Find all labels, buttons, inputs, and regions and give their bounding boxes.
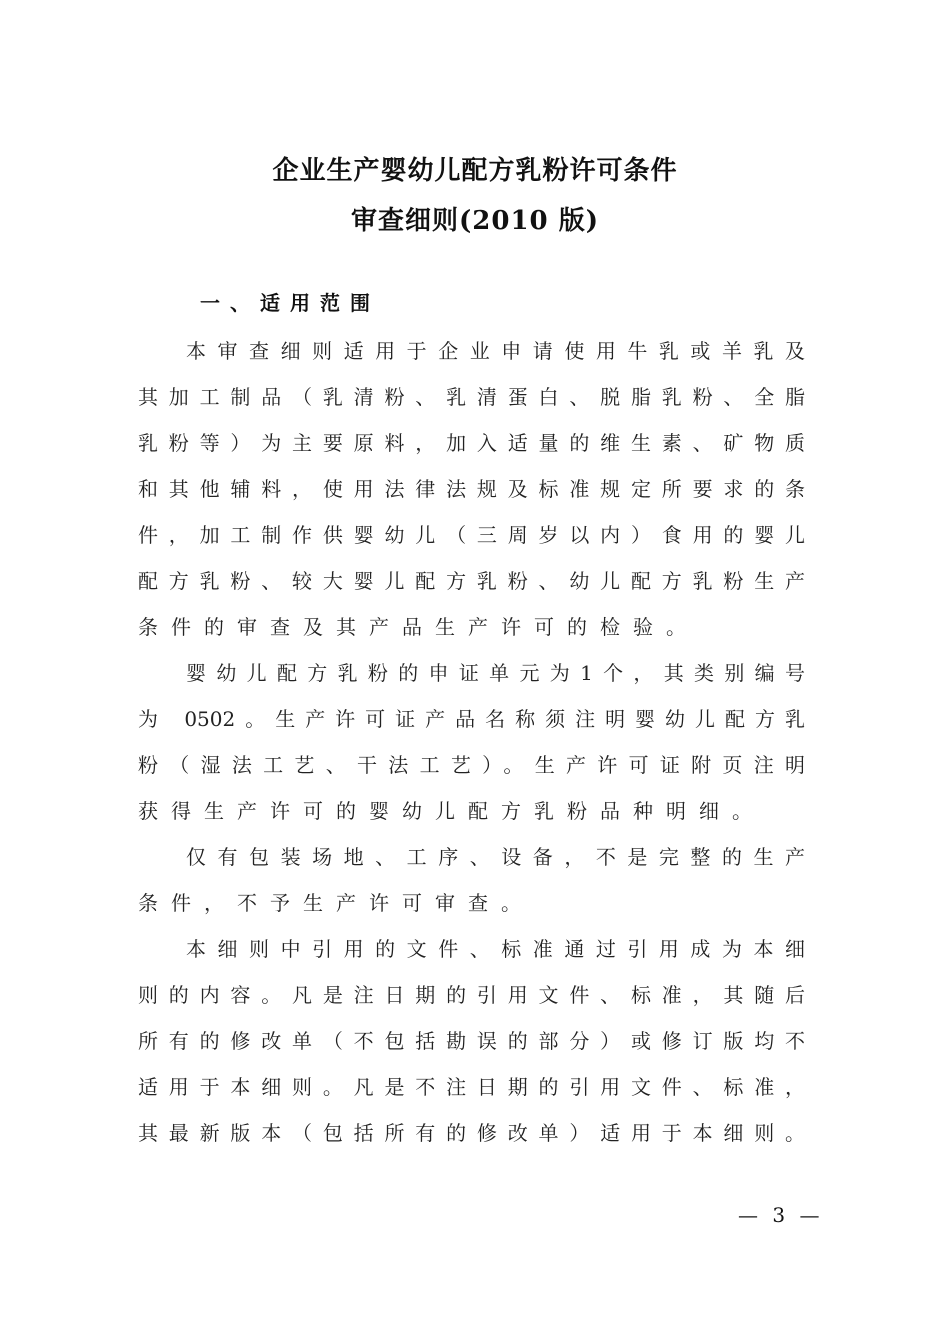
- paragraph-line: 其最新版本（包括所有的修改单）适用于本细则。: [138, 1121, 805, 1145]
- paragraph-line: 所有的修改单（不包括勘误的部分）或修订版均不: [138, 1029, 805, 1053]
- document-title: 企业生产婴幼儿配方乳粉许可条件: [272, 156, 678, 186]
- document-subtitle: 审查细则(2010 版): [350, 206, 600, 236]
- paragraph-line: 本细则中引用的文件、标准通过引用成为本细: [186, 937, 805, 961]
- paragraph-line: 配方乳粉、较大婴儿配方乳粉、幼儿配方乳粉生产: [138, 569, 805, 593]
- paragraph-line: 仅有包装场地、工序、设备，不是完整的生产: [186, 845, 805, 869]
- paragraph-line: 条件的审查及其产品生产许可的检验。: [138, 615, 699, 639]
- paragraph-line: 粉（湿法工艺、干法工艺）。生产许可证附页注明: [138, 753, 805, 777]
- paragraph-line: 本审查细则适用于企业申请使用牛乳或羊乳及: [186, 339, 805, 363]
- paragraph-line: 获得生产许可的婴幼儿配方乳粉品种明细。: [138, 799, 765, 823]
- paragraph-line: 和其他辅料，使用法律法规及标准规定所要求的条: [138, 477, 805, 501]
- paragraph-line: 其加工制品（乳清粉、乳清蛋白、脱脂乳粉、全脂: [138, 385, 805, 409]
- paragraph-line: 婴幼儿配方乳粉的申证单元为1个，其类别编号: [186, 661, 805, 685]
- paragraph-line: 则的内容。凡是注日期的引用文件、标准，其随后: [138, 983, 805, 1007]
- section-heading: 一、适用范围: [200, 291, 380, 315]
- paragraph-line: 适用于本细则。凡是不注日期的引用文件、标准，: [138, 1075, 805, 1099]
- paragraph-line: 乳粉等）为主要原料，加入适量的维生素、矿物质: [138, 431, 805, 455]
- paragraph-line: 件，加工制作供婴幼儿（三周岁以内）食用的婴儿: [138, 523, 805, 547]
- paragraph-line: 条件，不予生产许可审查。: [138, 891, 534, 915]
- paragraph-line: 为 0502。生产许可证产品名称须注明婴幼儿配方乳: [138, 707, 805, 731]
- page-number: — 3 —: [738, 1203, 824, 1227]
